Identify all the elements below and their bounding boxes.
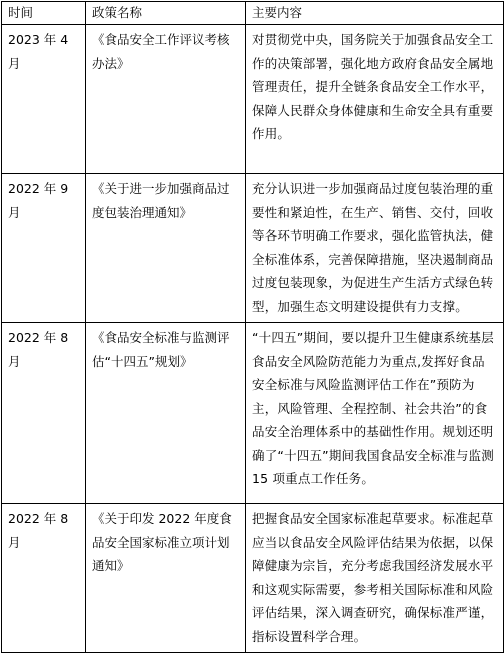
table-row [2, 174, 504, 323]
cell-policy-name: 《食品安全工作评议考核办法》 [86, 25, 246, 174]
table-body [2, 25, 504, 653]
table-row [2, 323, 504, 504]
header-main-content: 主要内容 [246, 2, 504, 25]
table-row [2, 25, 504, 174]
cell-main-content: 充分认识进一步加强商品过度包装治理的重要性和紧迫性，在生产、销售、交付，回收等各环节明确工作要求，强化监管执法，健全标准体系，完善保障措施，坚决遏制商品过度包装现象，为促进生产生活方式绿色转型，加强生态文明建设提供有力支撑。 [246, 174, 504, 323]
cell-time: 2023 年 4 月 [2, 25, 86, 174]
header-time: 时间 [2, 2, 86, 25]
cell-main-content: “十四五”期间，要以提升卫生健康系统基层食品安全风险防范能力为重点,发挥好食品安全标准与风险监测评估工作在”预防为主，风险管理、全程控制、社会共治”的食品安全治理体系中的基础性作用。规划还明确了“十四五”期间我国食品安全标准与监测 15 项重点工作任务。 [246, 323, 504, 504]
cell-policy-name: 《关于进一步加强商品过度包装治理通知》 [86, 174, 246, 323]
table-row [2, 504, 504, 653]
table-header [2, 2, 504, 25]
cell-time: 2022 年 9 月 [2, 174, 86, 323]
header-row [2, 2, 504, 25]
cell-time: 2022 年 8 月 [2, 504, 86, 653]
cell-time: 2022 年 8 月 [2, 323, 86, 504]
cell-policy-name: 《食品安全标准与监测评估“十四五”规划》 [86, 323, 246, 504]
policy-table [1, 1, 504, 653]
cell-policy-name: 《关于印发 2022 年度食品安全国家标准立项计划通知》 [86, 504, 246, 653]
header-policy-name: 政策名称 [86, 2, 246, 25]
cell-main-content: 对贯彻党中央，国务院关于加强食品安全工作的决策部署，强化地方政府食品安全属地管理责任，提升全链条食品安全工作水平，保障人民群众身体健康和生命安全具有重要作用。 [246, 25, 504, 174]
cell-main-content: 把握食品安全国家标准起草要求。标准起草应当以食品安全风险评估结果为依据，以保障健康为宗旨，充分考虑我国经济发展水平和这观实际需要，参考相关国际标准和风险评估结果，深入调查研究，确保标准严谨，指标设置科学合理。 [246, 504, 504, 653]
